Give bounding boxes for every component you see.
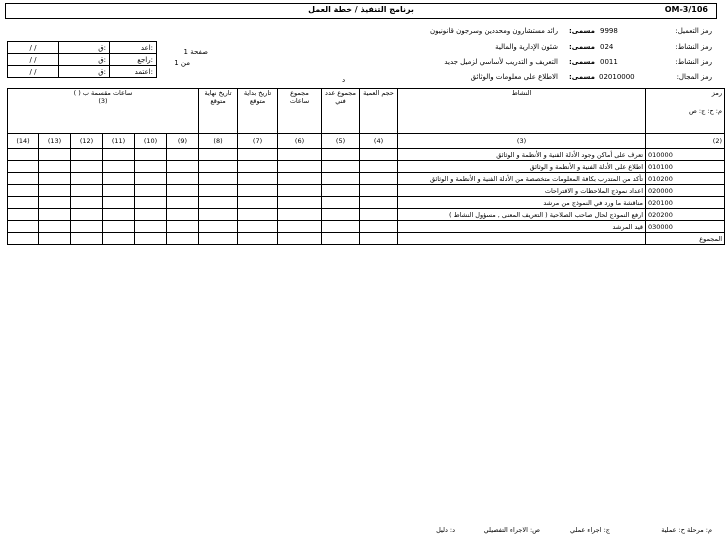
activity-header: النشاط <box>398 89 646 134</box>
meta-name-value-0: رائد مستشارون ومحددين وسرجون قانونيون <box>429 27 558 35</box>
approval-mid: ق: <box>59 54 110 66</box>
page-title: برنامج التنفيذ / خطة العمل <box>308 5 414 14</box>
legend-guide: د: دليل <box>436 526 455 534</box>
title-bar <box>5 3 717 19</box>
spread-header: ساعات مقسمة ب ( ) (3) <box>8 89 199 134</box>
activity-cell: تعرف على أماكن وجود الأدلة الفنية و الأنظمة و الوثائق <box>398 149 646 161</box>
code-cell: 020000 <box>646 185 725 197</box>
table-row <box>8 185 725 197</box>
approval-table <box>7 41 157 78</box>
code-header: رمز م: ح: ج: ص <box>646 89 725 134</box>
approval-date: / / <box>8 54 59 66</box>
table-row <box>8 149 725 161</box>
code-cell: 030000 <box>646 221 725 233</box>
code-cell: 010200 <box>646 173 725 185</box>
approval-role: اعد: <box>110 42 157 54</box>
activity-cell: قيد المرشد <box>398 221 646 233</box>
col-index: (11) <box>103 134 135 149</box>
col-index: (4) <box>360 134 398 149</box>
table-row <box>8 221 725 233</box>
col-index: (12) <box>71 134 103 149</box>
size-header: حجم العمية <box>360 89 398 134</box>
meta-code-value-2: 0011 <box>600 58 618 66</box>
col-index: (10) <box>135 134 167 149</box>
col-index: (13) <box>39 134 71 149</box>
approval-mid: ق: <box>59 66 110 78</box>
meta-code-label-0: رمز التعميل: <box>675 27 712 35</box>
total-label: المجموع <box>646 233 725 245</box>
col-index: (5) <box>322 134 360 149</box>
end-date-header: تاريخ نهاية متوقع <box>199 89 238 134</box>
legend-procedure: ج: اجراء عملي <box>570 526 610 534</box>
meta-code-label-3: رمز المجال: <box>676 73 712 81</box>
page-number: صفحة 1 <box>183 48 208 56</box>
start-date-header: تاريخ بداية متوقع <box>238 89 278 134</box>
code-cell: 010000 <box>646 149 725 161</box>
form-code: OM-3/106 <box>664 5 708 14</box>
section-mark: د <box>342 76 346 84</box>
meta-code-value-0: 9998 <box>600 27 618 35</box>
activity-cell: ارفع النموذج لحال صاحب الصلاحية ( التعريف المعنى , مسؤول النشاط ) <box>398 209 646 221</box>
code-cell: 010100 <box>646 161 725 173</box>
page-total: من 1 <box>174 59 190 67</box>
col-index: (7) <box>238 134 278 149</box>
activity-cell: تأكد من المتدرب بكافة المعلومات متخصصة من الأدلة الفنية و الأنظمة و الوثائق <box>398 173 646 185</box>
table-row <box>8 197 725 209</box>
meta-name-label-1: مسمى: <box>568 43 595 51</box>
activity-cell: اطلاع على الأدلة الفنية و الأنظمة و الوثائق <box>398 161 646 173</box>
col-index: (8) <box>199 134 238 149</box>
legend-detail: ص: الاجراء التفصيلي <box>483 526 540 534</box>
table-row <box>8 209 725 221</box>
col-index: (6) <box>278 134 322 149</box>
work-plan-table <box>7 88 725 245</box>
approval-date: / / <box>8 66 59 78</box>
meta-name-label-2: مسمى: <box>568 58 595 66</box>
col-index: (3) <box>398 134 646 149</box>
meta-code-label-2: رمز النشاط: <box>675 58 712 66</box>
code-cell: 020200 <box>646 209 725 221</box>
code-cell: 020100 <box>646 197 725 209</box>
activity-cell: اعداد نموذج الملاحظات و الاقتراحات <box>398 185 646 197</box>
approval-row <box>8 66 157 78</box>
meta-name-value-2: التعريف و التدريب لأساسي لزميل جديد <box>444 58 558 66</box>
approval-row <box>8 42 157 54</box>
legend-phase: م: مرحلة ح: عملية <box>661 526 712 534</box>
meta-name-value-3: الاطلاع على معلومات والوثائق <box>470 73 558 81</box>
approval-role: اعتمد: <box>110 66 157 78</box>
meta-code-value-1: 024 <box>600 43 614 51</box>
total-row <box>8 233 725 245</box>
meta-code-label-1: رمز النشاط: <box>675 43 712 51</box>
approval-mid: ق: <box>59 42 110 54</box>
index-row <box>8 134 725 149</box>
meta-code-value-3: 02010000 <box>599 73 635 81</box>
approval-date: / / <box>8 42 59 54</box>
activity-cell: مناقشة ما ورد في النموذج من مرشد <box>398 197 646 209</box>
meta-name-label-3: مسمى: <box>568 73 595 81</box>
col-index: (2) <box>646 134 725 149</box>
header-row <box>8 89 725 134</box>
table-row <box>8 161 725 173</box>
col-index: (9) <box>167 134 199 149</box>
col-index: (14) <box>8 134 39 149</box>
meta-name-value-1: شئون الإدارية والمالية <box>495 43 558 51</box>
meta-name-label-0: مسمى: <box>568 27 595 35</box>
manpower-header: مجموع عدد فني <box>322 89 360 134</box>
approval-role: راجع: <box>110 54 157 66</box>
hours-header: مجموع ساعات <box>278 89 322 134</box>
table-row <box>8 173 725 185</box>
approval-row <box>8 54 157 66</box>
